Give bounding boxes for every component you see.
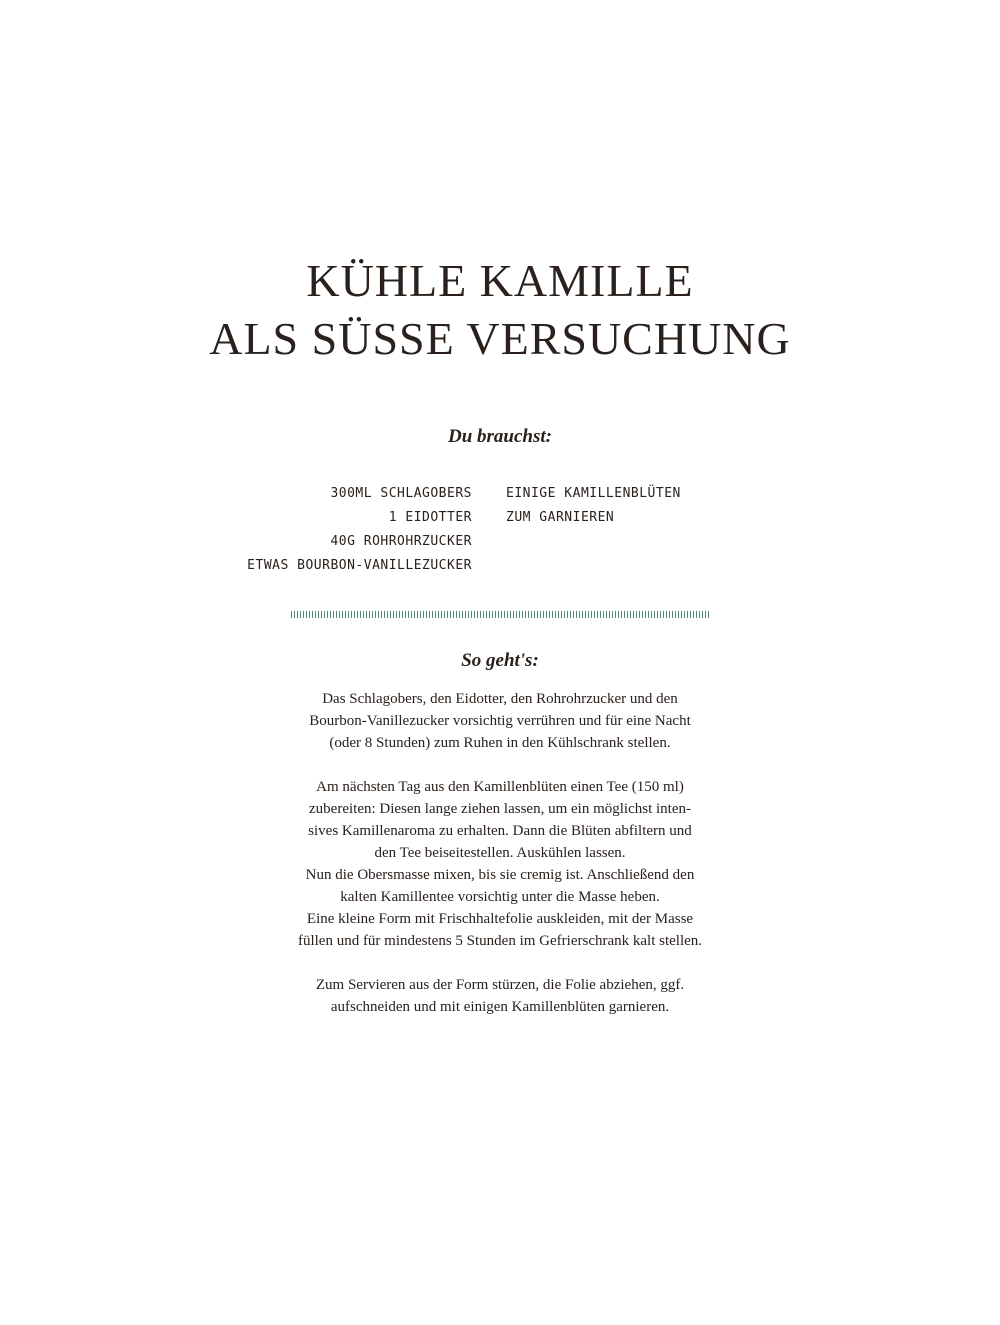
text-line: zubereiten: Diesen lange ziehen lassen, um ein möglichst inten- (309, 801, 691, 817)
ingredients-heading: Du brauchst: (448, 426, 552, 447)
ingredient-item: 1 EIDOTTER (388, 510, 472, 525)
ingredient-item: EINIGE KAMILLENBLÜTEN (506, 486, 681, 501)
steps-body (270, 688, 730, 1040)
text-line: (oder 8 Stunden) zum Ruhen in den Kühlschrank stellen. (329, 735, 671, 751)
text-line: Bourbon-Vanillezucker vorsichtig verrühren und für eine Nacht (309, 713, 691, 729)
step-paragraph (270, 776, 730, 952)
text-line: Am nächsten Tag aus den Kamillenblüten einen Tee (150 ml) (316, 779, 684, 795)
text-line: sives Kamillenaroma zu erhalten. Dann die Blüten abfiltern und (308, 823, 692, 839)
stitched-divider (291, 611, 709, 618)
text-line: Das Schlagobers, den Eidotter, den Rohrohrzucker und den (322, 691, 678, 707)
ingredient-item: ETWAS BOURBON-VANILLEZUCKER (247, 558, 472, 573)
text-line: den Tee beiseitestellen. Auskühlen lassen. (374, 845, 626, 861)
text-line: aufschneiden und mit einigen Kamillenblüten garnieren. (330, 999, 670, 1015)
ingredient-item: 300ML SCHLAGOBERS (330, 486, 472, 501)
recipe-title (0, 252, 1000, 368)
text-line: füllen und für mindestens 5 Stunden im Gefrierschrank kalt stellen. (297, 933, 703, 949)
ingredients-list-right (506, 482, 681, 530)
step-paragraph (270, 688, 730, 754)
text-line: kalten Kamillentee vorsichtig unter die Masse heben. (340, 889, 660, 905)
title-line-1: KÜHLE KAMILLE (306, 255, 694, 306)
text-line: Zum Servieren aus der Form stürzen, die Folie abziehen, ggf. (315, 977, 685, 993)
step-paragraph (270, 974, 730, 1018)
text-line: Nun die Obersmasse mixen, bis sie cremig ist. Anschließend den (305, 867, 695, 883)
text-line: Eine kleine Form mit Frischhaltefolie auskleiden, mit der Masse (306, 911, 694, 927)
ingredient-item: 40G ROHROHRZUCKER (330, 534, 472, 549)
title-line-2: ALS SÜSSE VERSUCHUNG (209, 313, 791, 364)
ingredients-list-left (247, 482, 472, 578)
ingredient-item: ZUM GARNIEREN (506, 510, 615, 525)
steps-heading: So geht's: (461, 650, 539, 671)
